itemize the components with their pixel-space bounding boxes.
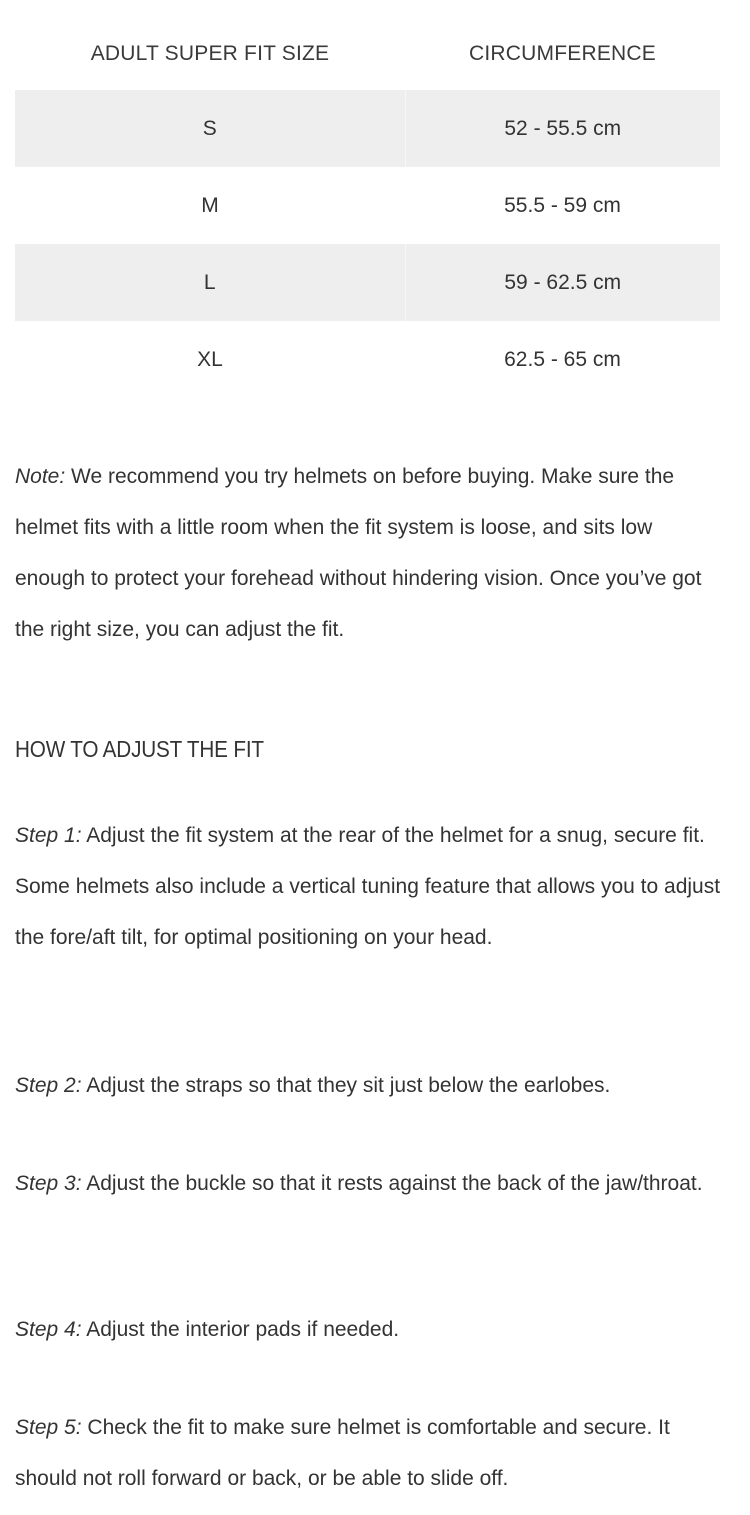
circumference-cell: 55.5 - 59 cm (504, 193, 621, 217)
step-1-paragraph (15, 810, 725, 963)
circumference-cell: 62.5 - 65 cm (504, 347, 621, 371)
step-label: Step 3: (15, 1172, 82, 1195)
step-text: Adjust the buckle so that it rests against the back of the jaw/throat. (81, 1172, 703, 1195)
note-text: We recommend you try helmets on before buying. Make sure the helmet fits with a little room when the fit system is loose, and sits low enough to protect your forehead without hindering vision. Once you’ve got the right size, you can adjust the fit. (15, 465, 702, 641)
step-text: Adjust the fit system at the rear of the helmet for a snug, secure fit. Some helmets also include a vertical tuning feature that allows you to adjust the fore/aft tilt, for optimal positioning on your head. (15, 824, 721, 949)
size-cell: XL (197, 347, 223, 371)
step-label: Step 4: (15, 1318, 82, 1341)
step-text: Adjust the straps so that they sit just below the earlobes. (81, 1074, 611, 1097)
section-heading: HOW TO ADJUST THE FIT (15, 736, 264, 762)
table-row (15, 321, 720, 398)
table-row (15, 90, 720, 167)
step-4-paragraph (15, 1304, 725, 1355)
circumference-cell: 59 - 62.5 cm (405, 244, 720, 321)
step-label: Step 5: (15, 1416, 82, 1439)
circumference-cell: 52 - 55.5 cm (405, 90, 720, 167)
step-label: Step 2: (15, 1074, 82, 1097)
size-cell: S (15, 90, 405, 167)
step-text: Check the fit to make sure helmet is comfortable and secure. It should not roll forward or back, or be able to slide off. (15, 1416, 670, 1490)
step-3-paragraph (15, 1158, 725, 1209)
step-5-paragraph (15, 1402, 725, 1504)
table-header-row (15, 18, 720, 90)
step-2-paragraph (15, 1060, 725, 1111)
table-row (15, 167, 720, 244)
size-column-header: ADULT SUPER FIT SIZE (90, 42, 330, 65)
step-label: Step 1: (15, 824, 82, 847)
note-label: Note: (15, 465, 66, 488)
size-cell: L (15, 244, 405, 321)
size-chart-table (15, 18, 720, 398)
step-text: Adjust the interior pads if needed. (81, 1318, 400, 1341)
circumference-column-header: CIRCUMFERENCE (469, 42, 656, 65)
note-paragraph (15, 451, 725, 655)
table-row (15, 244, 720, 321)
size-cell: M (201, 193, 219, 217)
